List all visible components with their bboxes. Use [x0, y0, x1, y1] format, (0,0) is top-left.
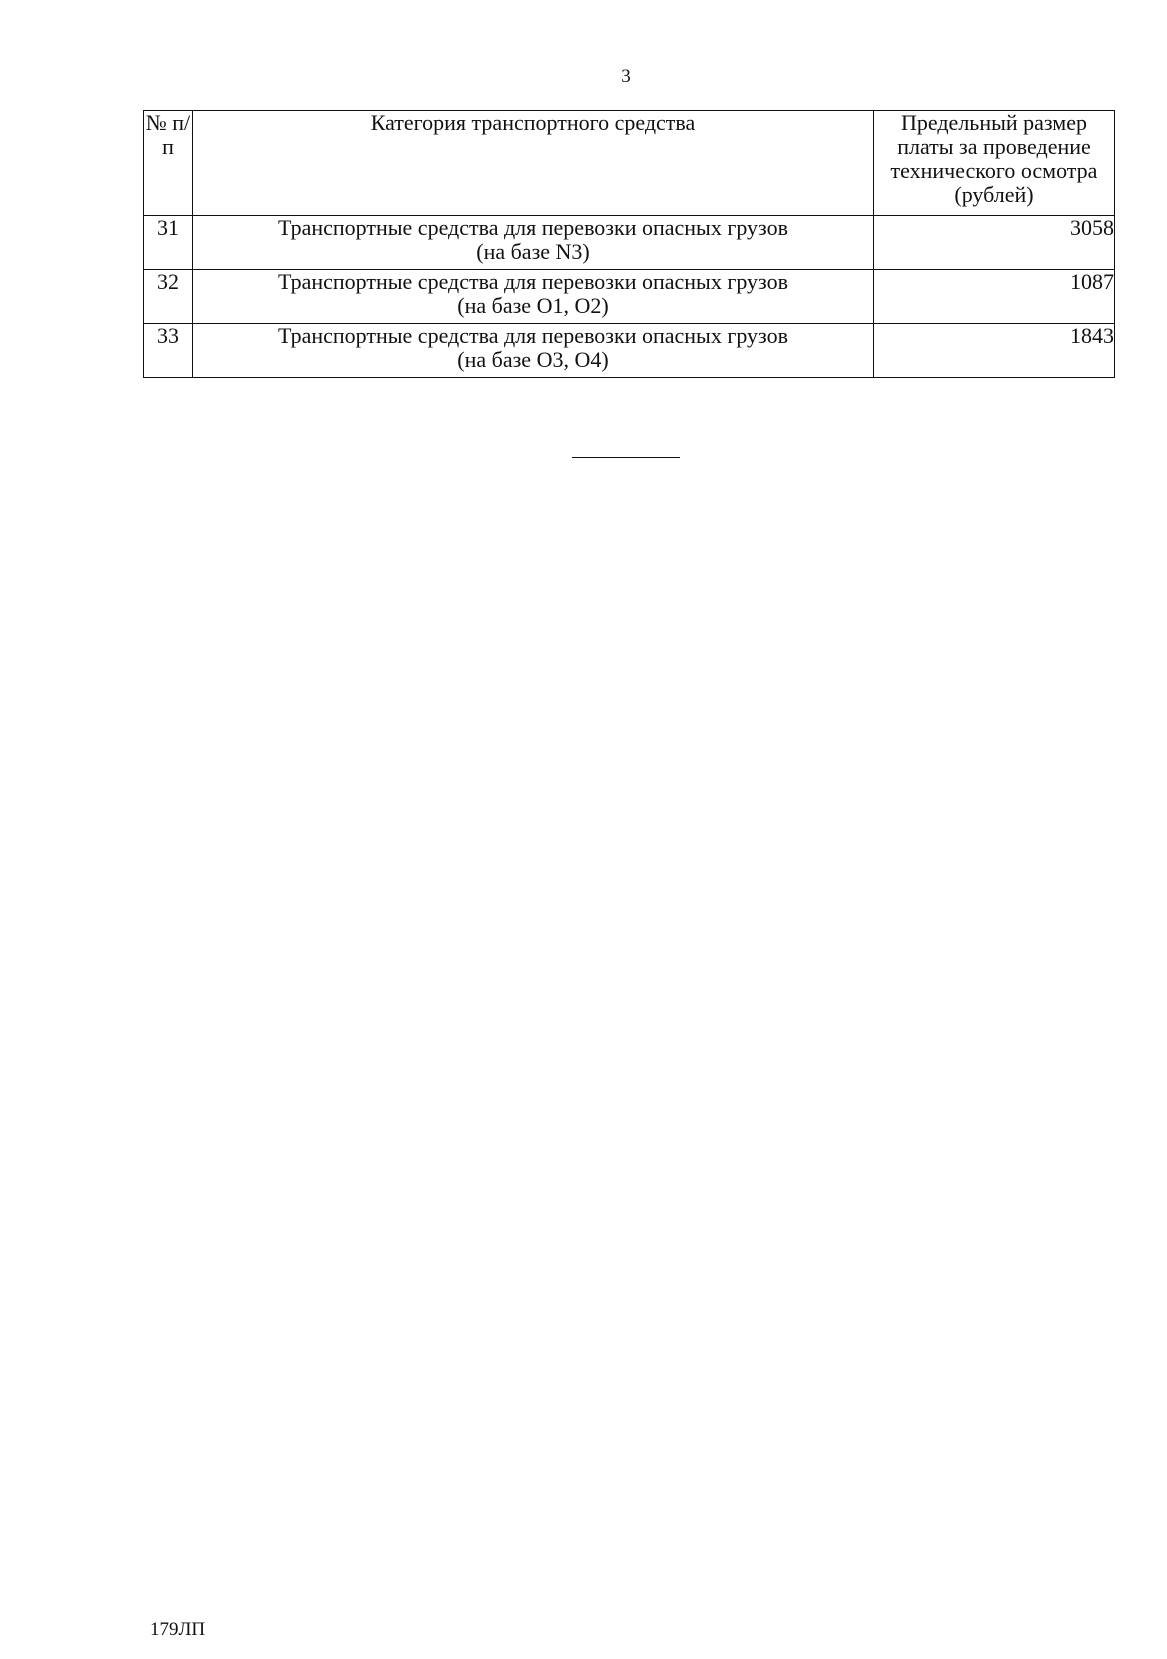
header-fee-line: платы за проведение [897, 134, 1091, 159]
header-fee-line: технического осмотра [890, 158, 1098, 183]
row-category-line: Транспортные средства для перевозки опасных грузов [277, 323, 789, 348]
document-code: 179ЛП [150, 1619, 206, 1640]
row-category [193, 324, 874, 378]
row-category-line: (на базе N3) [476, 239, 590, 264]
header-fee [874, 111, 1115, 216]
row-category [193, 270, 874, 324]
fee-table [143, 110, 1115, 378]
header-num: № п/п [144, 111, 193, 216]
header-category: Категория транспортного средства [193, 111, 874, 216]
table-row [144, 324, 1115, 378]
row-number: 32 [144, 270, 193, 324]
row-fee: 1087 [874, 270, 1115, 324]
row-fee: 1843 [874, 324, 1115, 378]
page-number: 3 [621, 66, 631, 87]
table-header-row [144, 111, 1115, 216]
row-category-line: Транспортные средства для перевозки опасных грузов [277, 269, 789, 294]
header-fee-line: (рублей) [954, 182, 1034, 207]
end-divider [572, 457, 680, 458]
table-row [144, 216, 1115, 270]
row-number: 33 [144, 324, 193, 378]
row-fee: 3058 [874, 216, 1115, 270]
row-category [193, 216, 874, 270]
row-category-line: (на базе O1, O2) [457, 293, 609, 318]
row-number: 31 [144, 216, 193, 270]
row-category-line: Транспортные средства для перевозки опасных грузов [277, 215, 789, 240]
header-fee-line: Предельный размер [901, 110, 1087, 135]
row-category-line: (на базе O3, O4) [457, 347, 609, 372]
table-row [144, 270, 1115, 324]
